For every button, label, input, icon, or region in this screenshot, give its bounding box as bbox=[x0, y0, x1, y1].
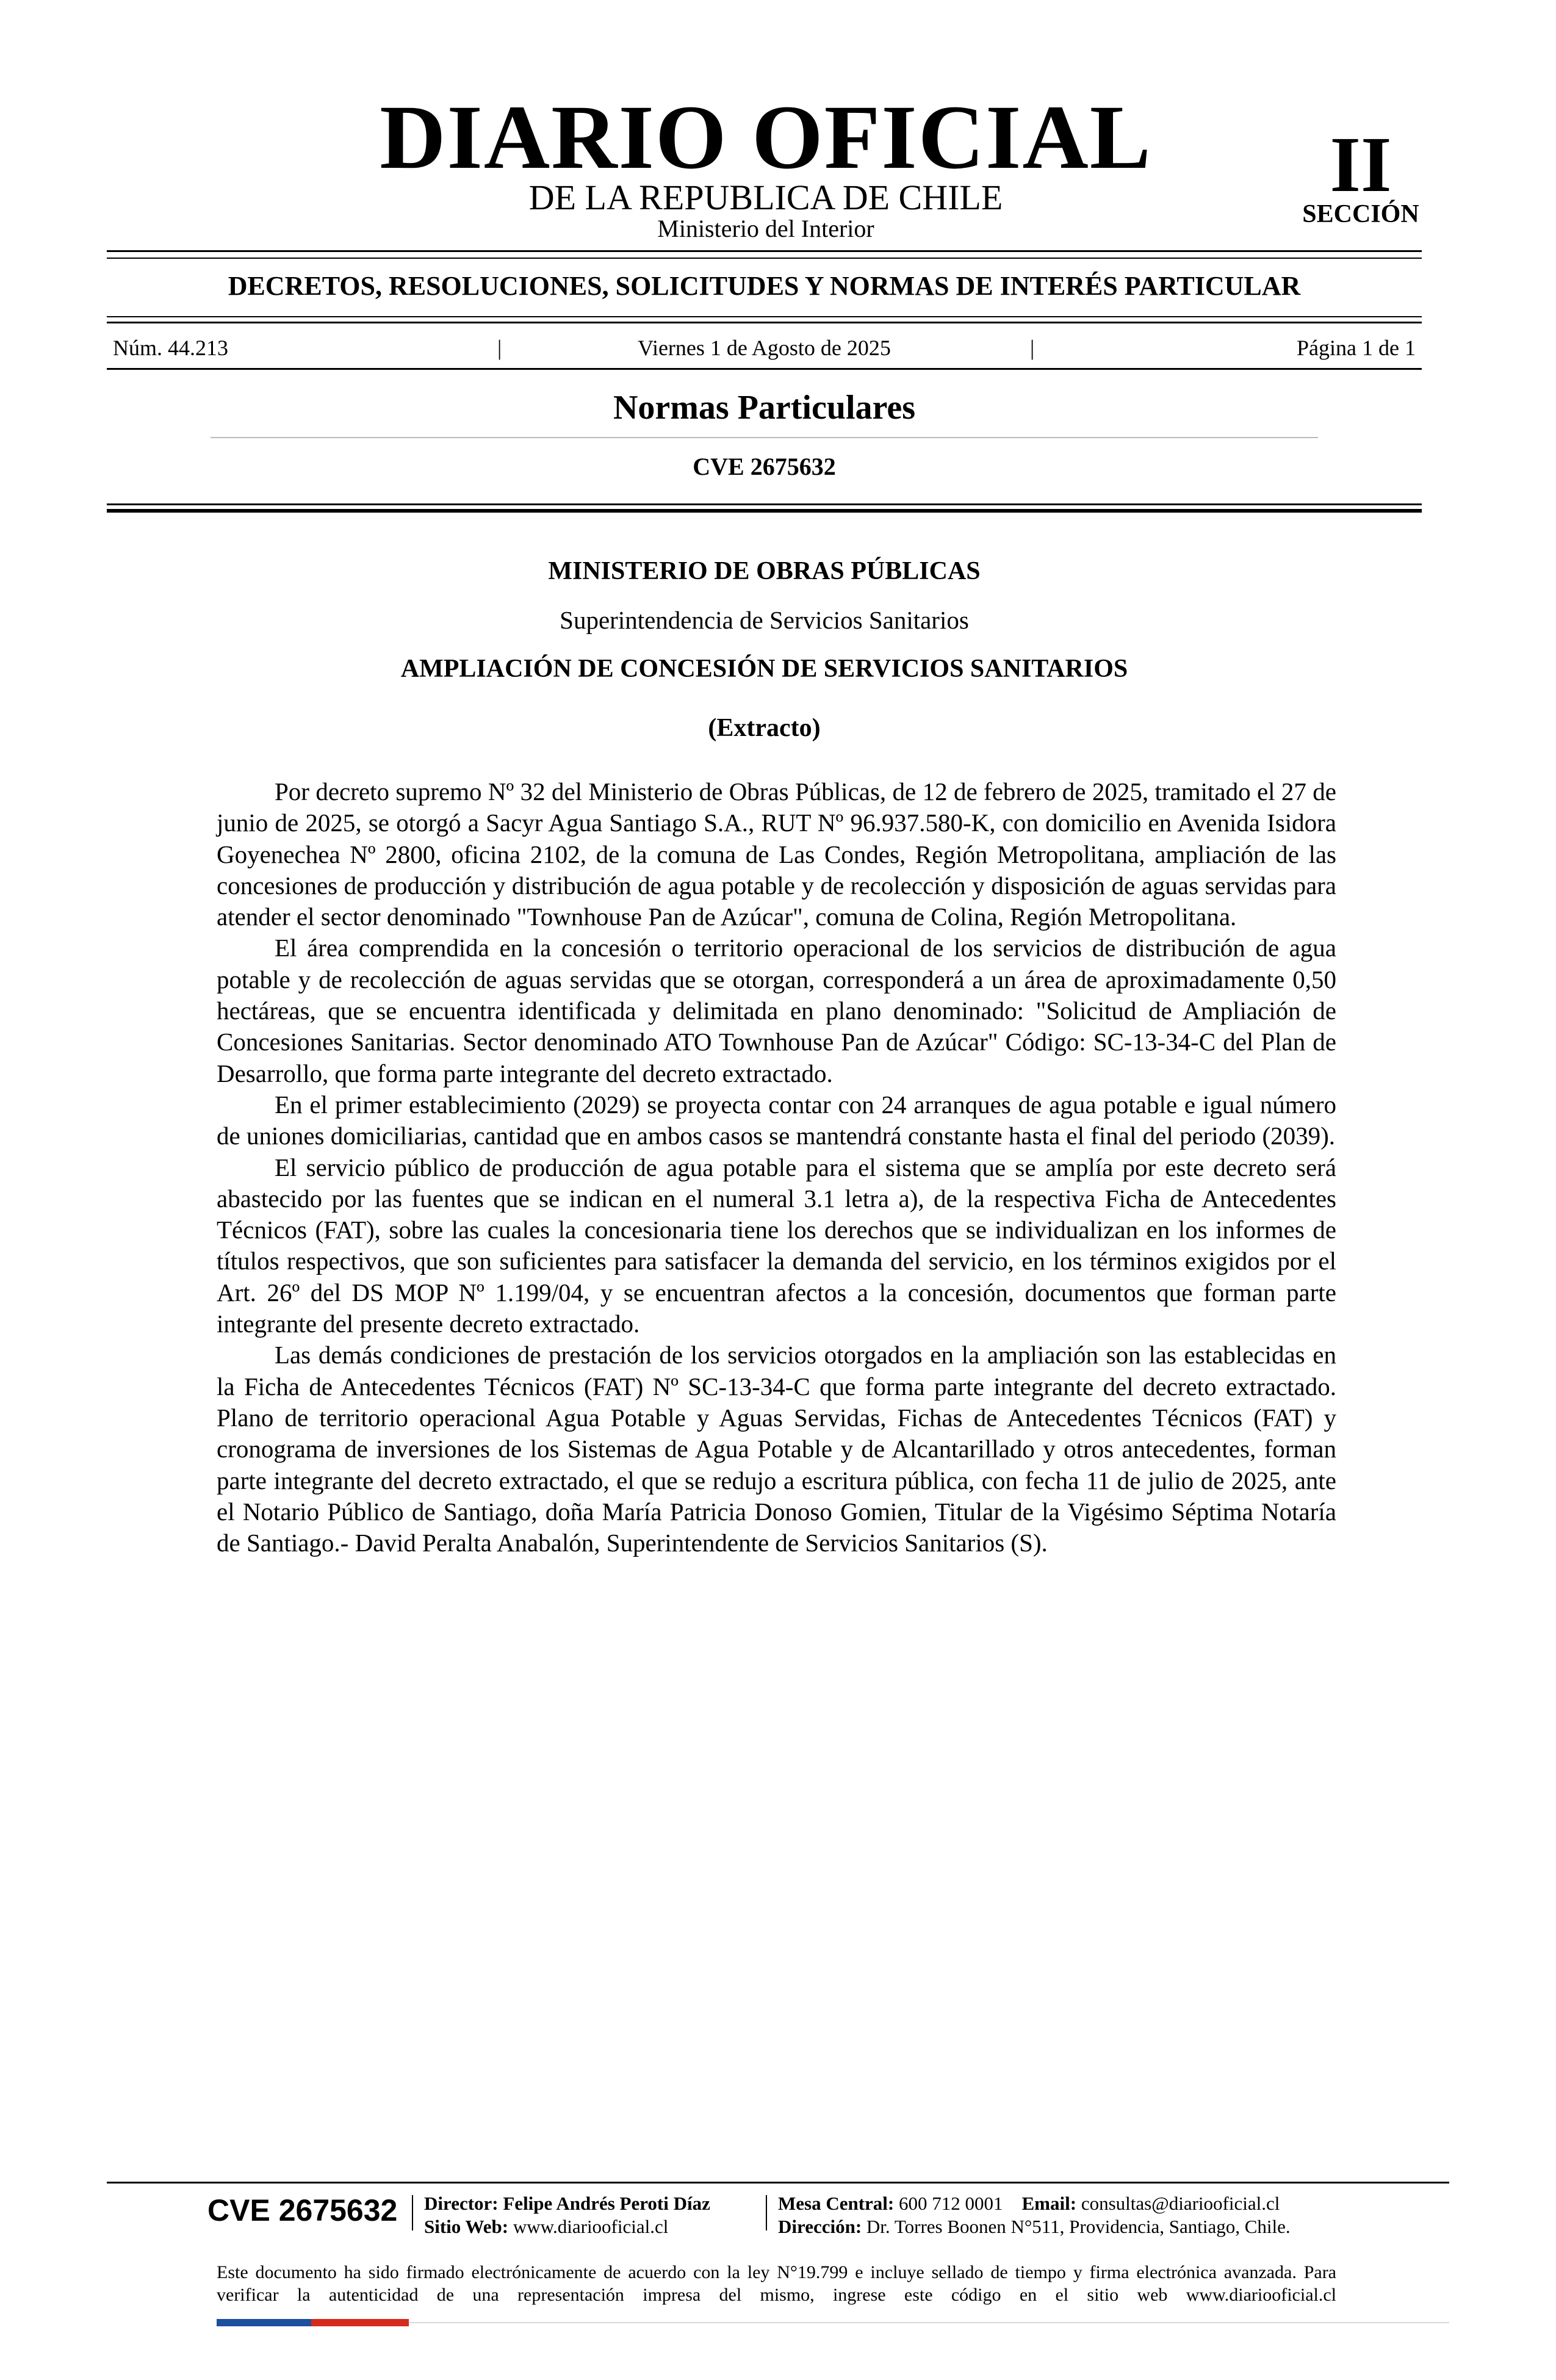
cve-rule-2 bbox=[107, 509, 1422, 513]
document-ministry: MINISTERIO DE OBRAS PÚBLICAS bbox=[548, 557, 981, 585]
website-label: Sitio Web: bbox=[424, 2216, 509, 2237]
footer-bottom-line bbox=[409, 2322, 1449, 2323]
meta-separator-2: | bbox=[1030, 336, 1035, 360]
email-label: Email: bbox=[1021, 2193, 1077, 2214]
footer-separator-1 bbox=[412, 2195, 413, 2230]
document-subtitle: (Extracto) bbox=[708, 714, 821, 742]
flag-stripe-red bbox=[311, 2319, 409, 2326]
body-paragraph-4: El servicio público de producción de agua potable para el sistema que se amplía por este decreto será abastecido por las fuentes que se indican en el numeral 3.1 letra a), de la respectiva Ficha de Antecedentes Técnicos (FAT), sobre las cuales la concesionaria tiene los derechos que se individualizan en los informes de títulos respectivos, que son suficientes para satisfacer la demanda del servicio, en los términos exigidos por el Art. 26º del DS MOP Nº 1.199/04, y se encuentran afectos a la concesión, documentos que forman parte integrante del presente decreto extractado. bbox=[217, 1153, 1336, 1338]
footer-contact-block bbox=[778, 2192, 1291, 2238]
section-title: Normas Particulares bbox=[613, 389, 916, 427]
publication-category: DECRETOS, RESOLUCIONES, SOLICITUDES Y NORMAS DE INTERÉS PARTICULAR bbox=[228, 271, 1301, 301]
section-number: II bbox=[1330, 121, 1392, 209]
body-paragraph-1: Por decreto supremo Nº 32 del Ministerio de Obras Públicas, de 12 de febrero de 2025, tramitado el 27 de junio de 2025, se otorgó a Sacyr Agua Santiago S.A., RUT Nº 96.937.580-K, con domicilio en Avenida Isidora Goyenechea Nº 2800, oficina 2102, de la comuna de Las Condes, Región Metropolitana, ampliación de las concesiones de producción y distribución de agua potable y de recolección y disposición de aguas servidas para atender el sector denominado "Townhouse Pan de Azúcar", comuna de Colina, Región Metropolitana. bbox=[217, 777, 1336, 931]
document-body bbox=[217, 776, 1336, 1559]
meta-separator-1: | bbox=[497, 336, 502, 360]
director-label: Director: bbox=[424, 2193, 499, 2214]
section-label: SECCIÓN bbox=[1302, 200, 1419, 228]
masthead-ministry: Ministerio del Interior bbox=[657, 215, 874, 242]
header-rule-mid-1 bbox=[107, 316, 1422, 317]
section-title-underline bbox=[211, 437, 1318, 438]
flag-stripe-blue bbox=[217, 2319, 311, 2326]
issue-meta-row bbox=[113, 336, 1416, 360]
issue-date: Viernes 1 de Agosto de 2025 bbox=[638, 336, 891, 360]
footer-separator-2 bbox=[766, 2195, 767, 2230]
document-agency: Superintendencia de Servicios Sanitarios bbox=[560, 606, 969, 634]
website-link[interactable]: www.diariooficial.cl bbox=[513, 2216, 669, 2237]
footer-rule bbox=[107, 2182, 1449, 2183]
document-title: AMPLIACIÓN DE CONCESIÓN DE SERVICIOS SANITARIOS bbox=[400, 655, 1128, 683]
meta-rule bbox=[107, 368, 1422, 370]
phone-label: Mesa Central: bbox=[778, 2193, 895, 2214]
body-paragraph-2: El área comprendida en la concesión o territorio operacional de los servicios de distribución de agua potable y de recolección de aguas servidas que se otorgan, corresponderá a un área de aproximadamente 0,50 hectáreas, que se encuentra identificada y delimitada en plano denominado: "Solicitud de Ampliación de Concesiones Sanitarias. Sector denominado ATO Townhouse Pan de Azúcar" Código: SC-13-34-C del Plan de Desarrollo, que forma parte integrante del decreto extractado. bbox=[217, 934, 1336, 1087]
cve-rule-1 bbox=[107, 503, 1422, 505]
director-name: Felipe Andrés Peroti Díaz bbox=[503, 2193, 710, 2214]
issue-number: Núm. 44.213 bbox=[113, 336, 228, 360]
header-rule-mid-2 bbox=[107, 322, 1422, 323]
address-value: Dr. Torres Boonen N°511, Providencia, Santiago, Chile. bbox=[866, 2216, 1291, 2237]
footer-cve-code: CVE 2675632 bbox=[207, 2193, 398, 2227]
electronic-signature-notice: Este documento ha sido firmado electrónicamente de acuerdo con la ley N°19.799 e incluye sellado de tiempo y firma electrónica avanzada. Para verificar la autenticidad de una representación impresa del mismo, ingrese este código en el sitio web www.diariooficial.cl bbox=[217, 2262, 1336, 2305]
page-indicator: Página 1 de 1 bbox=[1297, 336, 1416, 360]
header-rule-top-2 bbox=[107, 258, 1422, 259]
email-link[interactable]: consultas@diariooficial.cl bbox=[1081, 2193, 1280, 2214]
header-rule-top-1 bbox=[107, 250, 1422, 252]
body-paragraph-5: Las demás condiciones de prestación de los servicios otorgados en la ampliación son las establecidas en la Ficha de Antecedentes Técnicos (FAT) Nº SC-13-34-C que forma parte integrante del decreto extractado. Plano de territorio operacional Agua Potable y Aguas Servidas, Fichas de Antecedentes Técnicos (FAT) y cronograma de inversiones de los Sistemas de Agua Potable y de Alcantarillado y otros antecedentes, forman parte integrante del decreto extractado, el que se redujo a escritura pública, con fecha 11 de julio de 2025, ante el Notario Público de Santiago, doña María Patricia Donoso Gomien, Titular de la Vigésimo Séptima Notaría de Santiago.- David Peralta Anabalón, Superintendente de Servicios Sanitarios (S). bbox=[217, 1341, 1336, 1557]
address-label: Dirección: bbox=[778, 2216, 862, 2237]
masthead-subtitle: DE LA REPUBLICA DE CHILE bbox=[528, 178, 1003, 217]
footer-director-block bbox=[424, 2192, 710, 2238]
cve-code: CVE 2675632 bbox=[693, 453, 836, 480]
body-paragraph-3: En el primer establecimiento (2029) se proyecta contar con 24 arranques de agua potable e igual número de uniones domiciliarias, cantidad que en ambos casos se mantendrá constante hasta el final del periodo (2039). bbox=[217, 1090, 1336, 1150]
phone-number: 600 712 0001 bbox=[899, 2193, 1003, 2214]
masthead-title: DIARIO OFICIAL bbox=[380, 87, 1152, 188]
